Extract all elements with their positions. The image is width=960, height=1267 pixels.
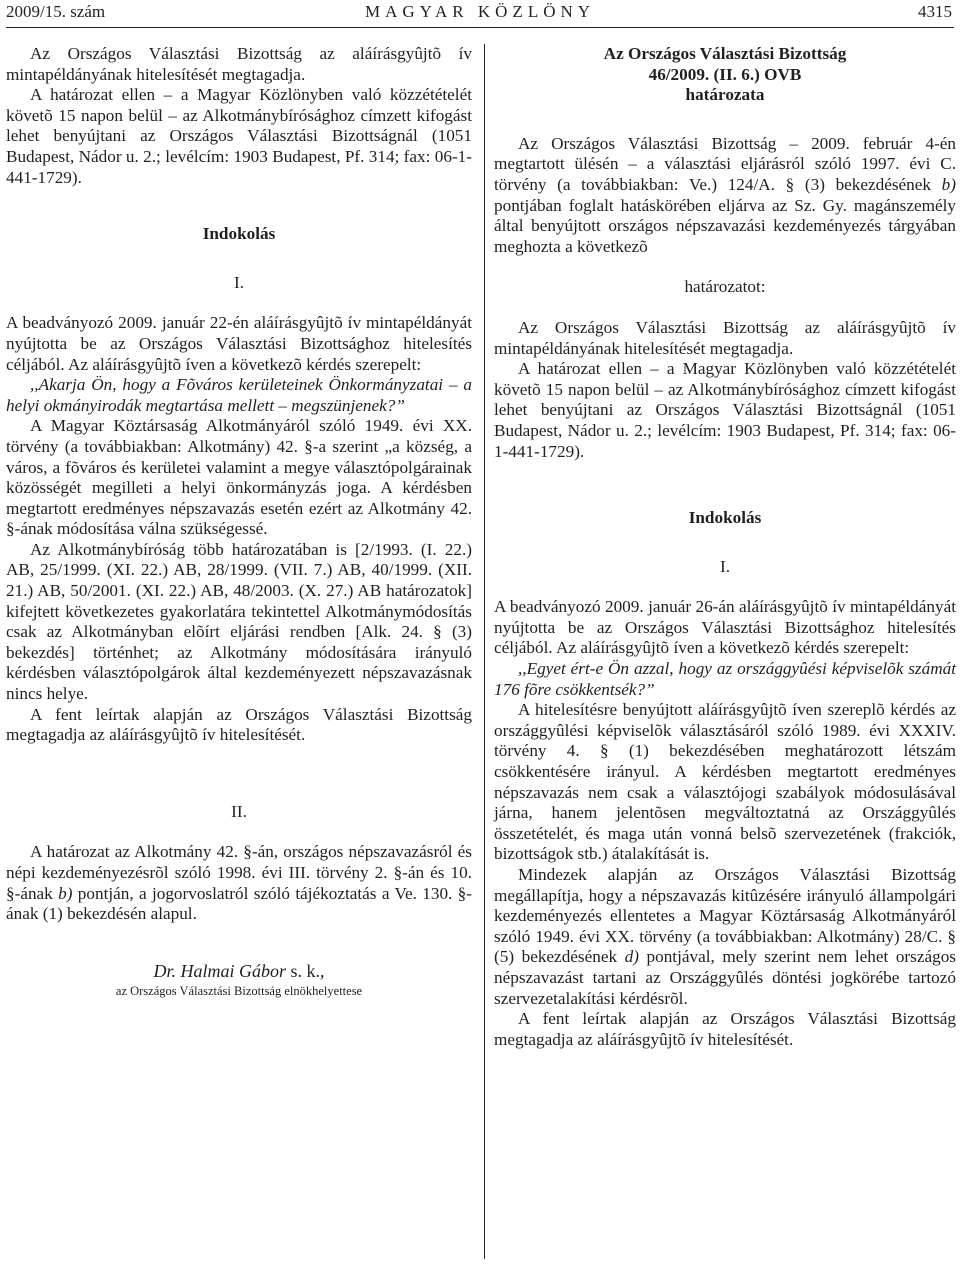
conclusion-paragraph: A fent leírtak alapján az Országos Választási Bizottság megtagadja az aláírásgyûjtõ ív hitelesítését.	[6, 704, 472, 745]
column-divider	[484, 44, 485, 1259]
signature-name: Dr. Halmai Gábor s. k.,	[153, 960, 325, 981]
analysis-paragraph: A hitelesítésre benyújtott aláírásgyûjtõ íven szereplõ kérdés az országgyûlési képviselõk választásáról szóló 1989. évi XXXIV. törvény 4. § (1) bekezdésében meghatározott létszám csökkentésére irányul. A kérdésben megtartott eredményes népszavazás nem csak a választójogi szabályok módosulásával járna, hanem jelentõsen megváltoztatná az Országgyûlés összetételét, és maga után vonná belsõ szervezetének (frakciók, bizottságok stb.) átalakítását is.	[494, 700, 956, 864]
section-two-heading: II.	[231, 801, 247, 821]
constitution-paragraph: A Magyar Köztársaság Alkotmányáról szóló 1949. évi XX. törvény (a továbbiakban: Alkotmány) 42. §-a szerint „a község, a város, a fõváros és kerületei valamint a megye választópolgárainak közösségét megilleti a helyi önkormányzás joga. A kérdésben megtartott eredményes népszavazás esetén ezért az Alkotmány 42. §-ának módosítása válna szükségessé.	[6, 416, 472, 539]
intro-paragraph: Az Országos Választási Bizottság – 2009. február 4-én megtartott ülésén – a választási eljárásról szóló 1997. évi C. törvény (a továbbiakban: Ve.) 124/A. § (3) bekezdésének b) pontjában foglalt hatáskörében eljárva az Sz. Gy. magánszemély által benyújtott országos népszavazási kezdeményezés tárgyában meghozta a következõ	[494, 133, 956, 256]
decision-title-body: Az Országos Választási Bizottság	[603, 44, 847, 63]
page-header	[6, 0, 954, 26]
finding-paragraph: Mindezek alapján az Országos Választási Bizottság megállapítja, hogy a népszavazás kitûzésére irányuló állampolgári kezdeményezés ellentetes a Magyar Köztársaság Alkotmányáról szóló 1949. évi XX. törvény (a továbbiakban: Alkotmány) 28/C. § (5) bekezdésének d) pontjával, mely szerint nem lehet országos népszavazást tartani az Országgyûlés döntési jogkörébe tartozó szervezetalakítási kérdésrõl.	[494, 865, 956, 1008]
court-practice-paragraph: Az Alkotmánybíróság több határozatában is [2/1993. (I. 22.) AB, 25/1999. (XI. 22.) AB, 28/1999. (VII. 7.) AB, 40/1999. (XII. 21.) AB, 50/2001. (XI. 22.) AB, 48/2003. (X. 27.) AB határozatok] kifejtett következetes gyakorlatára tekintettel Alkotmánymódosítás csak az Alkotmányban elõírt eljárási rendben [Alk. 24. § (3) bekezdés] történhet; az Alkotmány módosítására irányuló kérdésben választópolgárok által kezdeményezett népszavazásnak nincs helye.	[6, 539, 472, 704]
referendum-question: ,,Akarja Ön, hogy a Fõváros kerületeinek Önkormányzatai – a helyi okmányirodák megtartása mellett – megszünjenek?”	[6, 375, 472, 415]
decision-title-word: határozata	[685, 85, 765, 105]
appeal-paragraph: A határozat ellen – a Magyar Közlönyben való közzétételét követõ 15 napon belül – az Alkotmánybírósághoz címzett kifogást lehet benyújtani az Országos Választási Bizottságnál (1051 Budapest, Nádor u. 2.; levélcím: 1903 Budapest, Pf. 314; fax: 06-1-441-1729).	[494, 359, 956, 461]
appeal-paragraph: A határozat ellen – a Magyar Közlönyben való közzétételét követõ 15 napon belül – az Alkotmánybírósághoz címzett kifogást lehet benyújtani az Országos Választási Bizottságnál (1051 Budapest, Nádor u. 2.; levélcím: 1903 Budapest, Pf. 314; fax: 06-1-441-1729).	[6, 85, 472, 187]
page-number: 4315	[918, 2, 952, 21]
submission-paragraph: A beadványozó 2009. január 26-án aláírásgyûjtõ ív mintapéldányát nyújtotta be az Országos Választási Bizottsághoz hitelesítés céljából. Az aláírásgyûjtõ íven a következõ kérdés szerepelt:	[494, 597, 956, 658]
reasoning-heading: Indokolás	[688, 508, 762, 528]
section-one-heading: I.	[233, 272, 245, 292]
left-column	[6, 44, 472, 1002]
header-rule	[6, 27, 954, 28]
right-column	[494, 44, 956, 1050]
issue-number: 2009/15. szám	[6, 2, 106, 21]
legal-basis-paragraph: A határozat az Alkotmány 42. §-án, országos népszavazásról és népi kezdeményezésrõl szóló 1998. évi III. törvény 2. §-án és 10. §-ának b) pontján, a jogorvoslatról szóló tájékoztatás a Ve. 130. §-ának (1) bekezdésén alapul.	[6, 842, 472, 924]
signature-title: az Országos Választási Bizottság elnökhelyettese	[115, 984, 363, 999]
journal-title: MAGYAR KÖZLÖNY	[364, 2, 596, 21]
referendum-question: ,,Egyet ért-e Ön azzal, hogy az országgyûési képviselõk számát 176 fõre csökkentsék?”	[494, 659, 956, 699]
reasoning-heading: Indokolás	[202, 224, 276, 244]
conclusion-paragraph: A fent leírtak alapján az Országos Választási Bizottság megtagadja az aláírásgyûjtõ ív hitelesítését.	[494, 1009, 956, 1049]
section-one-heading: I.	[719, 556, 731, 576]
decision-paragraph: Az Országos Választási Bizottság az aláírásgyûjtõ ív mintapéldányának hitelesítését megtagadja.	[6, 44, 472, 84]
submission-paragraph: A beadványozó 2009. január 22-én aláírásgyûjtõ ív mintapéldányát nyújtotta be az Országos Választási Bizottsághoz hitelesítés céljából. Az aláírásgyûjtõ íven a következõ kérdés szerepelt:	[6, 313, 472, 374]
resolution-heading: határozatot:	[684, 277, 766, 297]
decision-paragraph: Az Országos Választási Bizottság az aláírásgyûjtõ ív mintapéldányának hitelesítését megtagadja.	[494, 317, 956, 358]
decision-number: 46/2009. (II. 6.) OVB	[648, 64, 802, 84]
